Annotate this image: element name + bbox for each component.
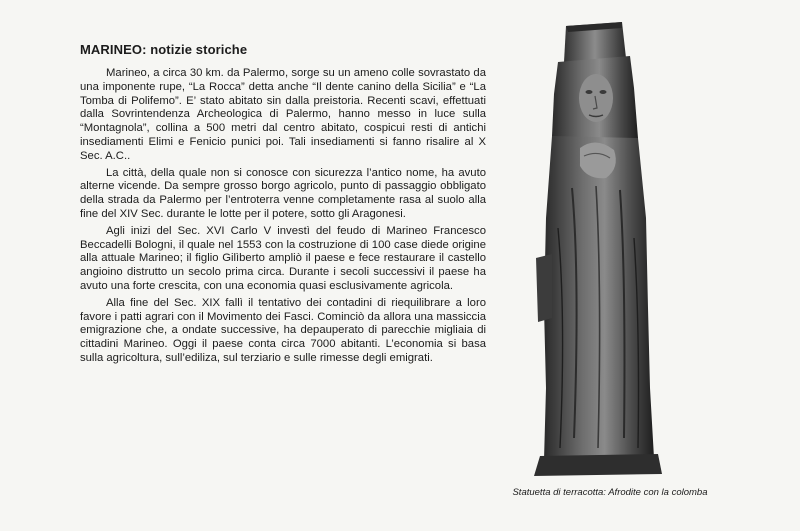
article-title: MARINEO: notizie storiche (80, 42, 248, 57)
paragraph-3: Agli inizi del Sec. XVI Carlo V investì del feudo di Marineo Francesco Beccadelli Bologni, il quale nel 1553 con la costruzione di 100 case diede origine alla attuale Marineo; il figlio Gilìberto ampliò il paese e fece restaurare il castello angioino distrutto un secolo prima circa. Durante i secoli successivi il paese ha avuto una forte crescita, con una economia quasi esclusivamente agricola. (80, 224, 486, 292)
statuette-photo (522, 18, 672, 480)
figure-caption: Statuetta di terracotta: Afrodite con la colomba (512, 487, 708, 498)
paragraph-1: Marineo, a circa 30 km. da Palermo, sorge su un ameno colle sovrastato da una imponente rupe, “La Rocca” detta anche “Il dente canino della Sicilia” e “La Tomba di Polifemo”. E’ stato abitato sin dalla preistoria. Recenti scavi, effettuati dalla Sovrintendenza Archeologica di Palermo, hanno messo in luce sulla “Montagnola”, collina a 500 metri dal centro abitato, cospicui resti di antichi insediamenti Elimi e Fenicio punici poi. Tali insediamenti si fanno risalire al X Sec. A.C.. (80, 67, 486, 162)
article-column (80, 42, 486, 369)
terracotta-statuette-image (522, 18, 672, 480)
paragraph-2: La città, della quale non si conosce con sicurezza l’antico nome, ha avuto alterne vicende. Da sempre grosso borgo agricolo, punto di passaggio obbligato della strada da Palermo per l’entroterra venne completamente rasa al suolo alla fine del XIV Sec. durante le lotte per il potere, sotto gli Aragonesi. (80, 166, 486, 220)
paragraph-4: Alla fine del Sec. XIX fallì il tentativo dei contadini di riequilibrare a loro favore i patti agrari con il Movimento dei Fasci. Cominciò da allora una massiccia emigrazione che, a ondate successive, ha depauperato di parecchie migliaia di cittadini Marineo. Oggi il paese conta circa 7000 abitanti. L’economia si basa sulla agricoltura, sull’ediliza, sul terziario e sulle rimesse degli emigrati. (80, 296, 486, 364)
